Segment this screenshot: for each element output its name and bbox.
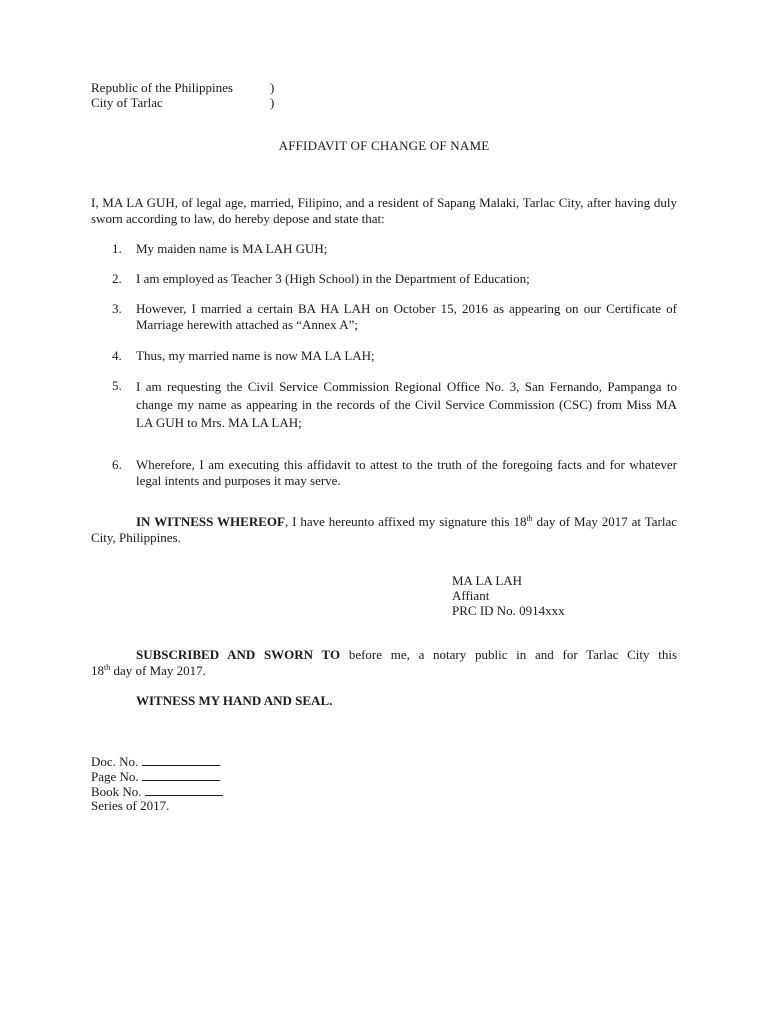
notary-page-blank: [142, 768, 220, 781]
notary-page-label: Page No.: [91, 769, 139, 784]
subscribed-paragraph: [91, 647, 677, 679]
subscribed-text: before me, a notary public in and for Tarlac City this: [340, 647, 678, 662]
witness-heading: IN WITNESS WHEREOF: [136, 514, 285, 529]
witness-paragraph: [91, 514, 677, 546]
subscribed-day: 18: [91, 663, 104, 678]
list-item: [91, 301, 677, 333]
list-item-text: My maiden name is MA LAH GUH;: [136, 241, 328, 256]
notary-book-label: Book No.: [91, 784, 142, 799]
affiant-id: PRC ID No. 0914xxx: [452, 603, 565, 618]
list-item: [91, 457, 677, 489]
subscribed-line-2: [91, 663, 677, 679]
list-item: [91, 271, 677, 287]
subscribed-heading: SUBSCRIBED AND SWORN TO: [136, 647, 341, 662]
list-item: [91, 378, 677, 430]
list-item-text: However, I married a certain BA HA LAH on October 15, 2016 as appearing on our Certificate of Marriage herewith attached as “Annex A”;: [136, 301, 677, 332]
venue-paren-1: ): [270, 80, 275, 95]
notary-doc-blank: [142, 753, 220, 766]
list-item-number: 4.: [112, 348, 122, 363]
list-item-text: Thus, my married name is now MA LA LAH;: [136, 348, 375, 363]
list-item-text: I am employed as Teacher 3 (High School) in the Department of Education;: [136, 271, 530, 286]
notary-book-blank: [145, 783, 223, 796]
list-item-text: I am requesting the Civil Service Commission Regional Office No. 3, San Fernando, Pampanga to change my name as appearing in the records of the Civil Service Commission (CSC) from Miss MA LA GUH to Mrs. MA LA LAH;: [136, 379, 677, 430]
list-item: [91, 348, 677, 364]
witness-text: , I have hereunto affixed my signature this 18: [284, 514, 527, 529]
subscribed-day-suffix: th: [104, 663, 111, 672]
venue-republic: [91, 80, 275, 96]
venue-republic-text: Republic of the Philippines: [91, 80, 233, 95]
notary-doc-label: Doc. No.: [91, 754, 139, 769]
witness-text-end: day of May 2017 at Tarlac City, Philippines.: [91, 514, 678, 545]
list-item-number: 6.: [112, 457, 122, 472]
list-item-number: 1.: [112, 241, 122, 256]
notary-series: Series of 2017.: [91, 798, 170, 813]
affiant-name: MA LA LAH: [452, 573, 523, 588]
document-title: AFFIDAVIT OF CHANGE OF NAME: [278, 138, 490, 153]
venue-city-text: City of Tarlac: [91, 95, 163, 110]
hand-and-seal: WITNESS MY HAND AND SEAL.: [136, 693, 333, 708]
list-item-number: 2.: [112, 271, 122, 286]
affiant-role: Affiant: [452, 588, 490, 603]
list-item-number: 3.: [112, 301, 122, 316]
list-item-text: Wherefore, I am executing this affidavit to attest to the truth of the foregoing facts and for whatever legal intents and purposes it may serve.: [136, 457, 677, 488]
subscribed-text-end: day of May 2017.: [110, 663, 206, 678]
venue-paren-2: ): [270, 95, 275, 110]
witness-day-suffix: th: [526, 514, 533, 523]
subscribed-line-1: [91, 647, 677, 663]
list-item: [91, 241, 677, 257]
venue-city: [91, 95, 275, 111]
list-item-number: 5.: [112, 378, 122, 393]
intro-paragraph: I, MA LA GUH, of legal age, married, Filipino, and a resident of Sapang Malaki, Tarlac City, after having duly sworn according to law, do hereby depose and state that:: [91, 195, 677, 226]
